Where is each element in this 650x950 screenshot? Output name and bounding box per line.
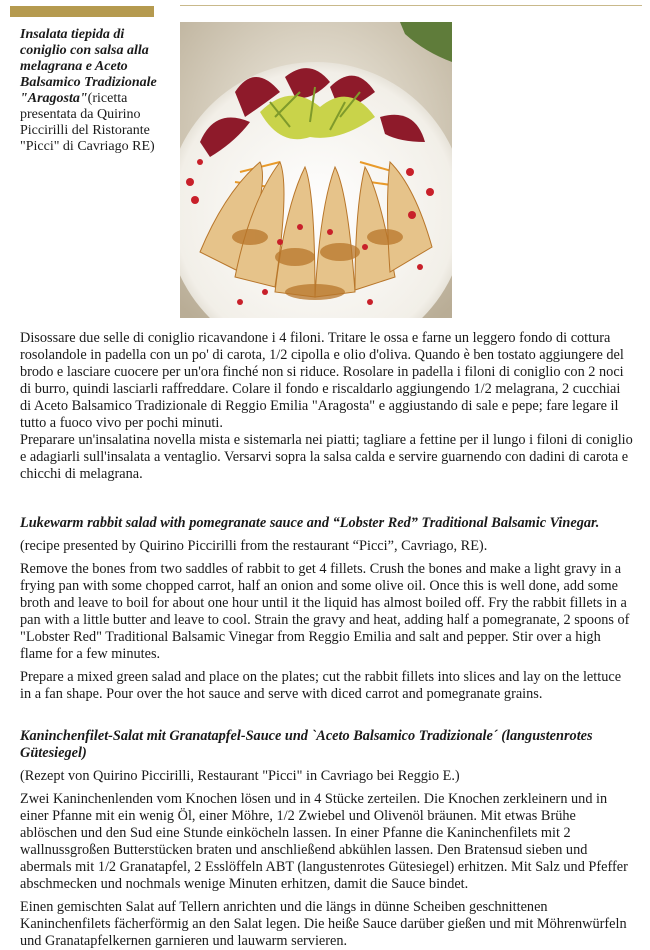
english-subtitle: (recipe presented by Quirino Piccirilli from the restaurant “Picci”, Cavriago, RE). — [20, 538, 488, 554]
recipe-title-credit: (ricetta presentata da Quirino Piccirilli del Ristorante "Picci" di Cavriago RE) — [20, 91, 155, 154]
recipe-title-italian: Insalata tiepida di coniglio con salsa alla melagrana e Aceto Balsamico Tradizionale "Aragosta" — [20, 27, 157, 106]
german-recipe — [20, 728, 635, 950]
english-paragraph-1: Remove the bones from two saddles of rabbit to get 4 fillets. Crush the bones and make a light gravy in a frying pan with some chopped carrot, half an onion and some olive oil. Once this is well done, add some broth and leave to boil for about one hour until it the liquid has almost boiled off. Fry the rabbit fillets in a pan with a little butter and leave to cool. Strain the gravy and heat, adding half a pomegranate, 2 spoons of "Lobster Red" Traditional Balsamic Vinegar from Reggio Emilia and salt and pepper. Stir over a high flame for a few minutes. — [20, 561, 630, 662]
dish-photo — [180, 22, 452, 318]
recipe-title — [20, 27, 170, 155]
header-gold-bar — [10, 6, 154, 17]
german-paragraph-2: Einen gemischten Salat auf Tellern anrichten und die längs in dünne Scheiben geschnittenen Kaninchenfilets fächerförmig an den Salat legen. Die heiße Sauce darüber gießen und mit Möhrenwürfeln und Granatapfelkernen garnieren und lauwarm servieren. — [20, 899, 627, 949]
english-title: Lukewarm rabbit salad with pomegranate sauce and “Lobster Red” Traditional Balsamic Vinegar. — [20, 515, 600, 531]
german-subtitle: (Rezept von Quirino Piccirilli, Restaurant "Picci" in Cavriago bei Reggio E.) — [20, 768, 460, 784]
english-recipe — [20, 515, 635, 703]
italian-paragraph-1: Disossare due selle di coniglio ricavandone i 4 filoni. Tritare le ossa e farne un leggero fondo di cottura rosolandole in padella con un po' di carota, 1/2 cipolla e olio d'oliva. Quando è ben tostato aggiungere del brodo e lasciare cuocere per un'ora finché non si riduce. Rosolare in padella i filoni di coniglio con 2 noci di burro, quindi lasciarli raffreddare. Colare il fondo e riscaldarlo aggiungendo 1/2 melagrana, 2 cucchiai di Aceto Balsamico Tradizionale di Reggio Emilia "Aragosta" e aggiustando di sale e pepe; fare legare il tutto a fuoco vivo per pochi minuti. — [20, 330, 624, 431]
header-rule — [180, 5, 642, 6]
italian-recipe — [20, 330, 635, 483]
italian-paragraph-2: Preparare un'insalatina novella mista e sistemarla nei piatti; tagliare a fettine per il lungo i filoni di coniglio e adagiarli sull'insalata a ventaglio. Versarvi sopra la salsa calda e servire guarnendo con dadini di carota e chicchi di melagrana. — [20, 432, 633, 482]
german-paragraph-1: Zwei Kaninchenlenden vom Knochen lösen und in 4 Stücke zerteilen. Die Knochen zerkleinern und in einer Pfanne mit ein wenig Öl, einer Möhre, 1/2 Zwiebel und Olivenöl bräunen. Mit etwas Brühe ablöschen und den Sud eine Stunde einköcheln lassen. In einer Pfanne die Kaninchenfilets mit 2 wallnussgroßen Butterstücken braten und anschließend abkühlen lassen. Den Bratensud sieben und abermals mit 1/2 Granatapfel, 2 Esslöffeln ABT (langustenrotes Gütesiegel) erhitzen. Mit Salz und Pfeffer abschmecken und nochmals wenige Minuten erhitzen, damit die Sauce bindet. — [20, 791, 628, 892]
german-title: Kaninchenfilet-Salat mit Granatapfel-Sauce und `Aceto Balsamico Tradizionale´ (langustenrotes Gütesiegel) — [20, 728, 593, 761]
english-paragraph-2: Prepare a mixed green salad and place on the plates; cut the rabbit fillets into slices and lay on the lettuce in a fan shape. Pour over the hot sauce and serve with diced carrot and pomegranate grains. — [20, 669, 622, 702]
